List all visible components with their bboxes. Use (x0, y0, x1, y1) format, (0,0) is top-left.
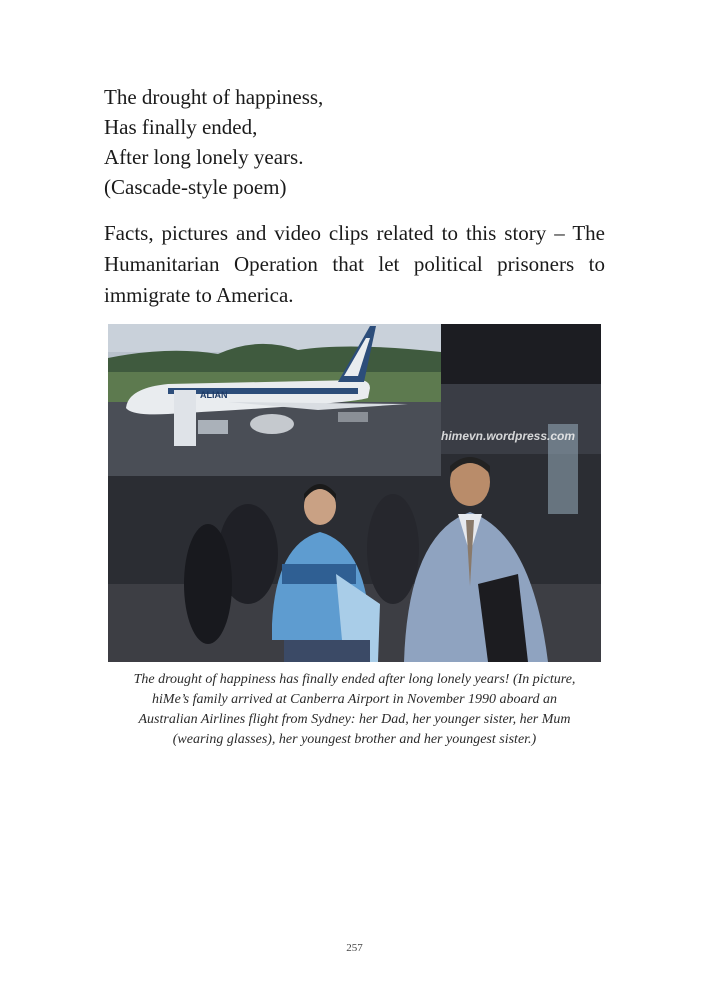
airplane-photo (108, 324, 441, 476)
page-number: 257 (346, 942, 363, 954)
poem (104, 82, 323, 202)
caption-line: Australian Airlines flight from Sydney: her Dad, her younger sister, her Mum (138, 712, 571, 727)
poem-line: Has finally ended, (104, 115, 258, 139)
plane-livery-text: ALIAN (200, 390, 228, 400)
photo (108, 324, 601, 662)
caption-line: The drought of happiness has finally ended after long lonely years! (In picture, (133, 672, 576, 687)
watermark-text: himevn.wordpress.com (441, 429, 576, 443)
intro-paragraph: Facts, pictures and video clips related to this story – The Humanitarian Operation that let political prisoners to immigrate to America. (104, 221, 605, 307)
photo-collage (108, 324, 601, 662)
poem-line: The drought of happiness, (104, 85, 324, 109)
caption-line: hiMe’s family arrived at Canberra Airport in November 1990 aboard an (152, 692, 557, 707)
poem-line: After long lonely years. (104, 145, 304, 169)
caption-line: (wearing glasses), her youngest brother and her youngest sister.) (172, 732, 537, 747)
poem-line: (Cascade-style poem) (104, 175, 287, 199)
photo-caption (108, 670, 601, 750)
